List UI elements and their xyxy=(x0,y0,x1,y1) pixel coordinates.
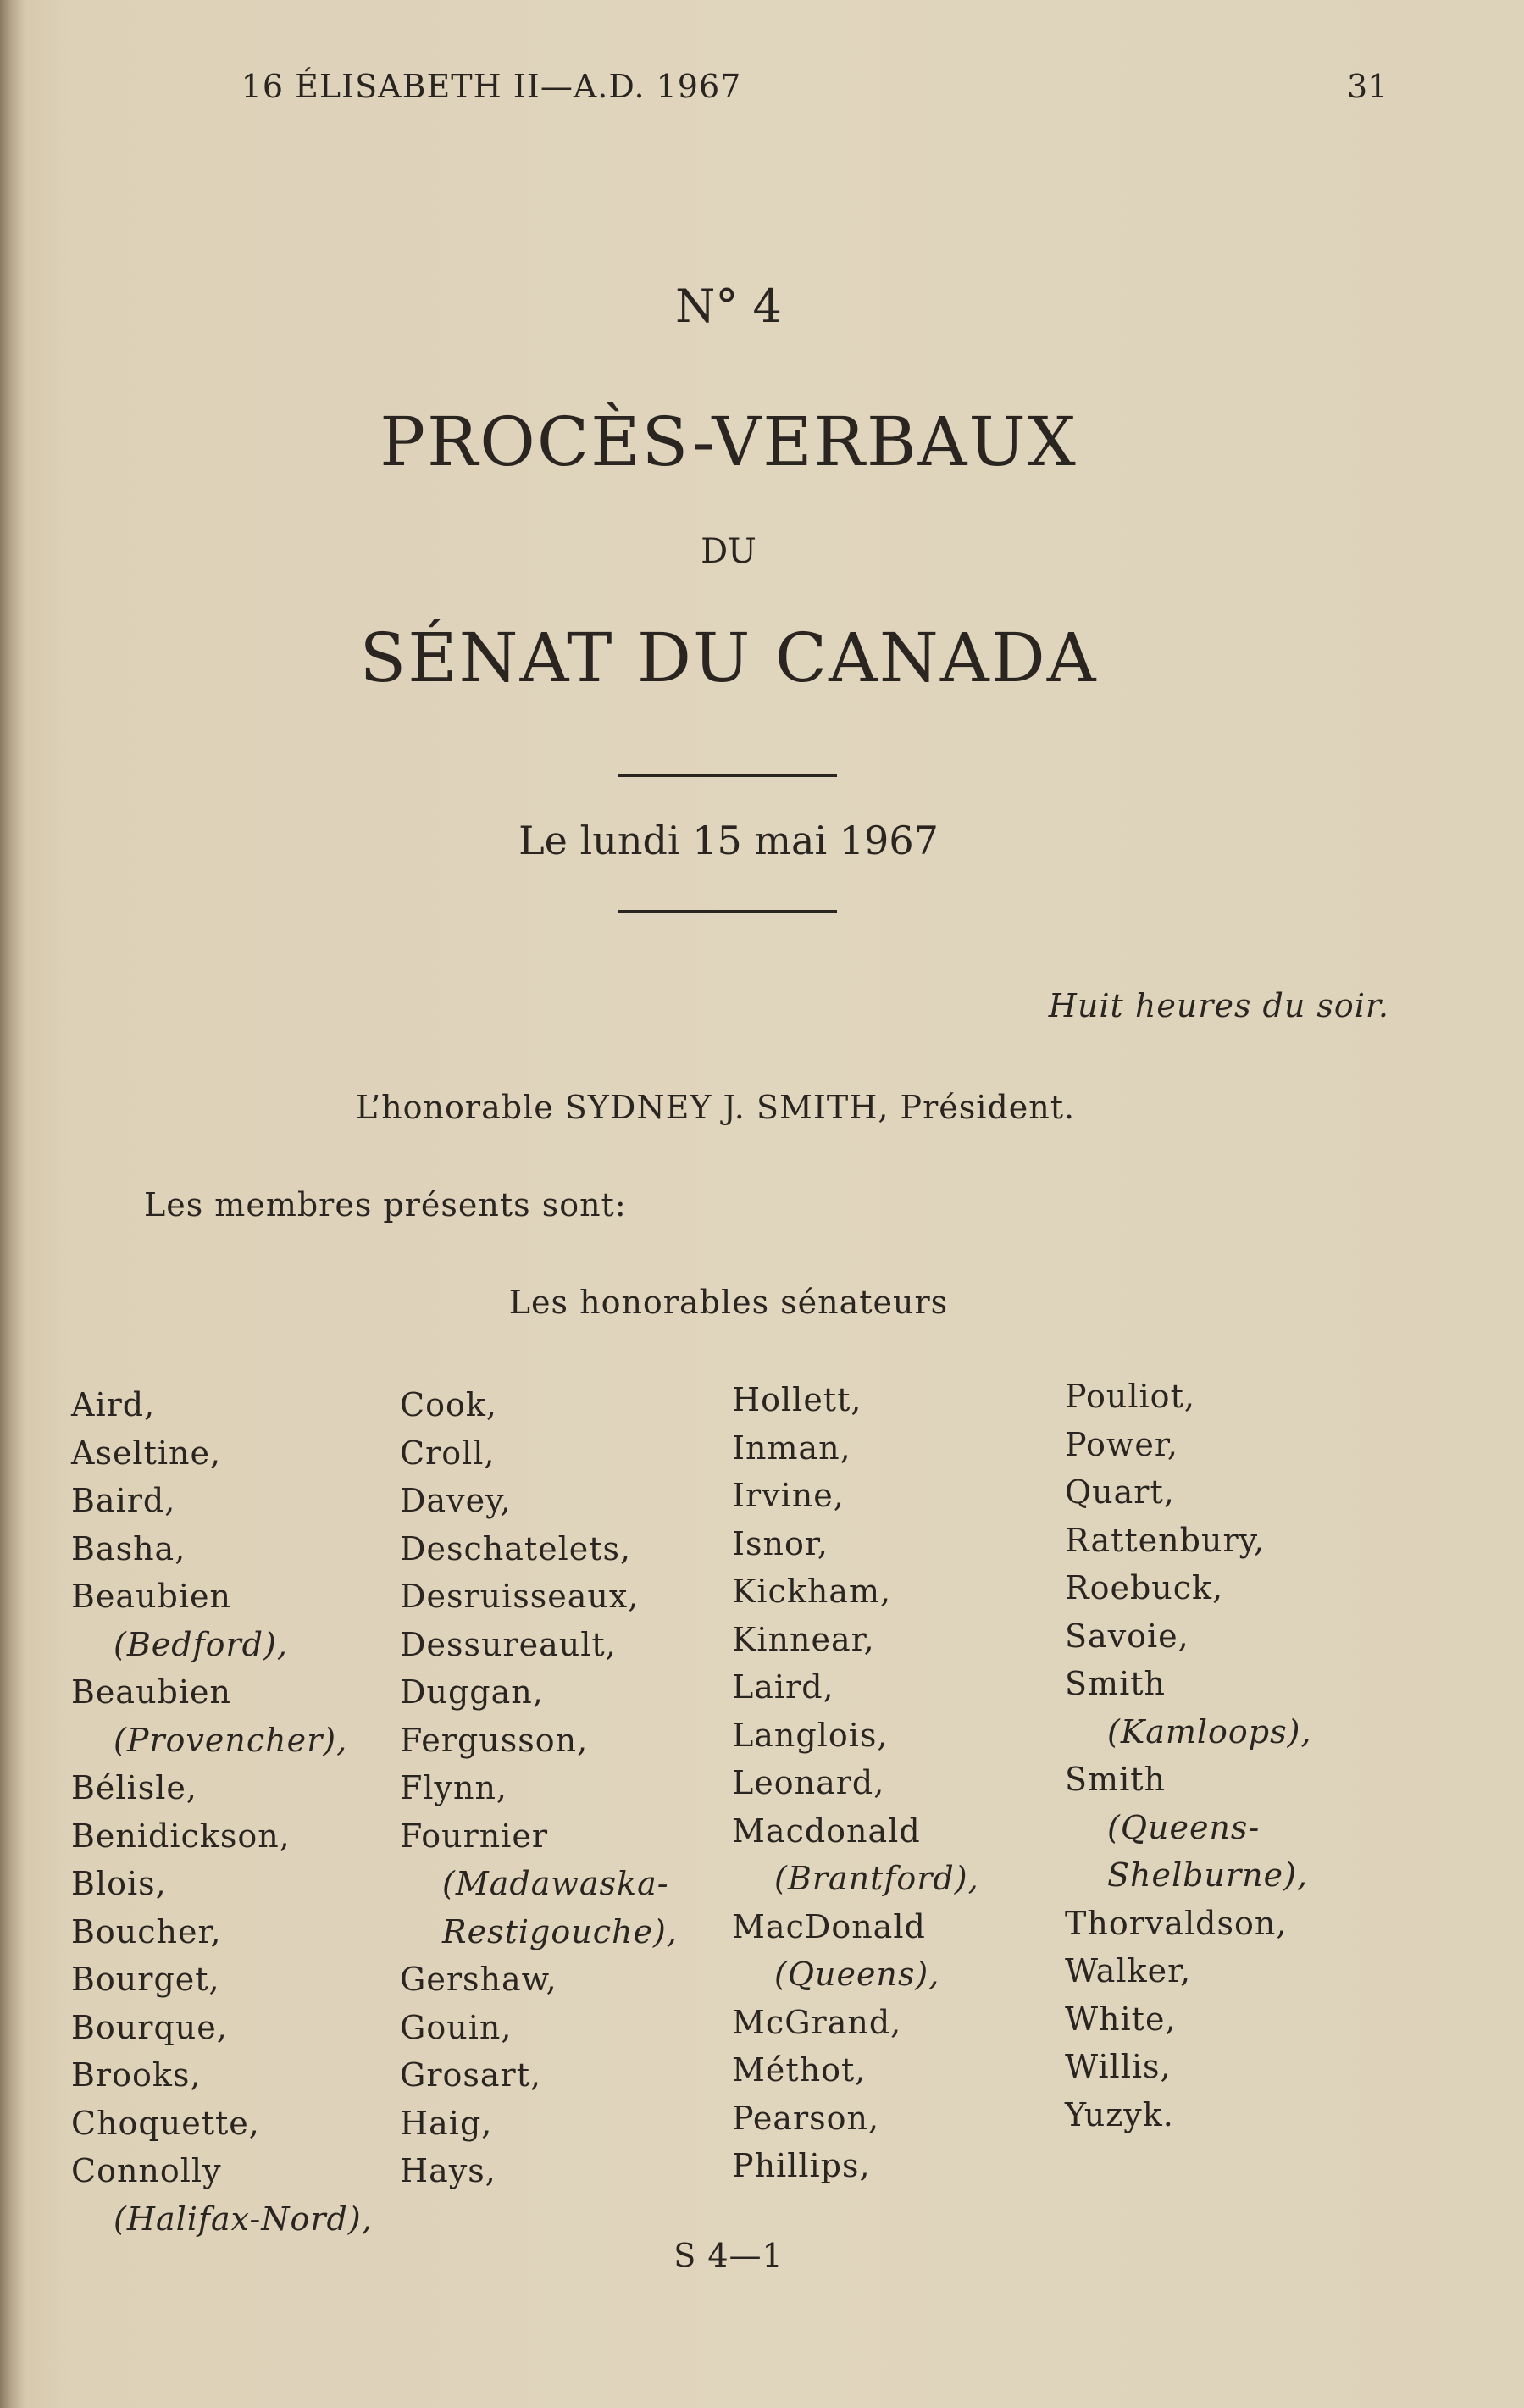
senator-riding: (Queens), xyxy=(774,1956,940,1993)
sitting-time: Huit heures du soir. xyxy=(1048,987,1389,1024)
senator-column-1 xyxy=(71,1381,373,2243)
senator-name: Aird, xyxy=(71,1386,156,1423)
senator-name: Croll, xyxy=(400,1434,496,1472)
senator-column-2 xyxy=(400,1381,678,2195)
divider-bottom xyxy=(618,910,837,913)
senator-name: Thorvaldson, xyxy=(1065,1904,1288,1942)
senator-name: Flynn, xyxy=(400,1769,508,1806)
president-line: L’honorable SYDNEY J. SMITH, Président. xyxy=(356,1089,1076,1126)
senator-name: Inman, xyxy=(732,1429,851,1467)
senator-name: Phillips, xyxy=(732,2147,871,2184)
senator-name: Laird, xyxy=(732,1668,834,1706)
senator-name: Baird, xyxy=(71,1482,176,1519)
senator-name: Kinnear, xyxy=(732,1620,875,1658)
senator-name: Smith xyxy=(1065,1665,1166,1702)
senator-riding: (Madawaska- xyxy=(442,1865,669,1902)
senator-riding: (Queens- xyxy=(1107,1808,1261,1846)
senator-riding: Restigouche), xyxy=(442,1912,678,1950)
senator-name: Pearson, xyxy=(732,2099,880,2137)
senator-name: Duggan, xyxy=(400,1673,544,1711)
senator-column-4 xyxy=(1065,1373,1312,2139)
senator-name: Hollett, xyxy=(732,1381,862,1418)
senator-name: Kickham, xyxy=(732,1573,892,1610)
senator-name: Irvine, xyxy=(732,1477,845,1514)
senator-riding: Shelburne), xyxy=(1107,1856,1308,1894)
senator-name: Walker, xyxy=(1065,1952,1192,1989)
senator-name: Beaubien xyxy=(71,1673,231,1711)
main-title: PROCÈS-VERBAUX xyxy=(380,402,1078,481)
page-number: 31 xyxy=(1347,68,1388,105)
senator-name: Bélisle, xyxy=(71,1769,197,1806)
senator-name: Choquette, xyxy=(71,2104,260,2142)
senate-title: SÉNAT DU CANADA xyxy=(359,619,1098,697)
senator-name: Isnor, xyxy=(732,1524,829,1562)
senator-name: Desruisseaux, xyxy=(400,1578,640,1615)
senator-name: Savoie, xyxy=(1065,1617,1189,1655)
senator-name: Power, xyxy=(1065,1425,1178,1463)
senator-name: Leonard, xyxy=(732,1764,885,1801)
senator-name: Fournier xyxy=(400,1817,549,1855)
attendance-intro: Les membres présents sont: xyxy=(144,1186,627,1223)
senator-name: Fergusson, xyxy=(400,1721,589,1759)
senator-riding: (Bedford), xyxy=(114,1625,288,1663)
senator-name: Bourque, xyxy=(71,2008,228,2046)
senator-name: Langlois, xyxy=(732,1716,889,1754)
senator-column-3 xyxy=(732,1376,979,2190)
senator-name: Smith xyxy=(1065,1761,1166,1798)
senator-name: Gouin, xyxy=(400,2008,513,2046)
senator-name: Rattenbury, xyxy=(1065,1521,1266,1559)
senator-name: Blois, xyxy=(71,1865,167,1902)
senator-riding: (Halifax-Nord), xyxy=(114,2200,373,2238)
senator-name: Yuzyk. xyxy=(1065,2095,1174,2133)
senators-heading: Les honorables sénateurs xyxy=(508,1284,949,1321)
senator-name: Willis, xyxy=(1065,2048,1172,2085)
title-connector: DU xyxy=(701,532,756,571)
senator-name: Grosart, xyxy=(400,2056,542,2094)
senator-name: Cook, xyxy=(400,1386,497,1423)
senator-name: Macdonald xyxy=(732,1812,921,1850)
senator-name: Boucher, xyxy=(71,1912,222,1950)
senator-name: Gershaw, xyxy=(400,1961,557,1998)
senator-name: Bourget, xyxy=(71,1961,220,1998)
journal-number: N° 4 xyxy=(675,280,782,333)
senator-name: McGrand, xyxy=(732,2003,902,2041)
senator-name: Benidickson, xyxy=(71,1817,291,1855)
sitting-date: Le lundi 15 mai 1967 xyxy=(518,818,939,863)
signature-mark: S 4—1 xyxy=(673,2237,784,2274)
senator-name: Connolly xyxy=(71,2152,222,2189)
senator-name: Deschatelets, xyxy=(400,1529,632,1567)
senator-riding: (Brantford), xyxy=(774,1860,979,1897)
senator-riding: (Provencher), xyxy=(114,1721,348,1759)
senator-name: Basha, xyxy=(71,1529,186,1567)
senator-name: MacDonald xyxy=(732,1907,926,1945)
running-head: 16 ÉLISABETH II—A.D. 1967 xyxy=(241,68,742,105)
senator-riding: (Kamloops), xyxy=(1107,1712,1312,1751)
senator-name: Beaubien xyxy=(71,1578,231,1615)
senator-name: Dessureault, xyxy=(400,1625,617,1663)
senator-name: Aseltine, xyxy=(71,1434,222,1472)
senator-name: Haig, xyxy=(400,2104,493,2142)
senator-name: Pouliot, xyxy=(1065,1378,1195,1415)
senator-name: Davey, xyxy=(400,1482,512,1519)
senator-name: Quart, xyxy=(1065,1473,1175,1511)
senator-name: Brooks, xyxy=(71,2056,202,2094)
senator-name: White, xyxy=(1065,2000,1177,2038)
senator-name: Hays, xyxy=(400,2152,496,2189)
senator-name: Roebuck, xyxy=(1065,1569,1224,1606)
divider-top xyxy=(618,774,837,777)
senator-name: Méthot, xyxy=(732,2051,867,2089)
